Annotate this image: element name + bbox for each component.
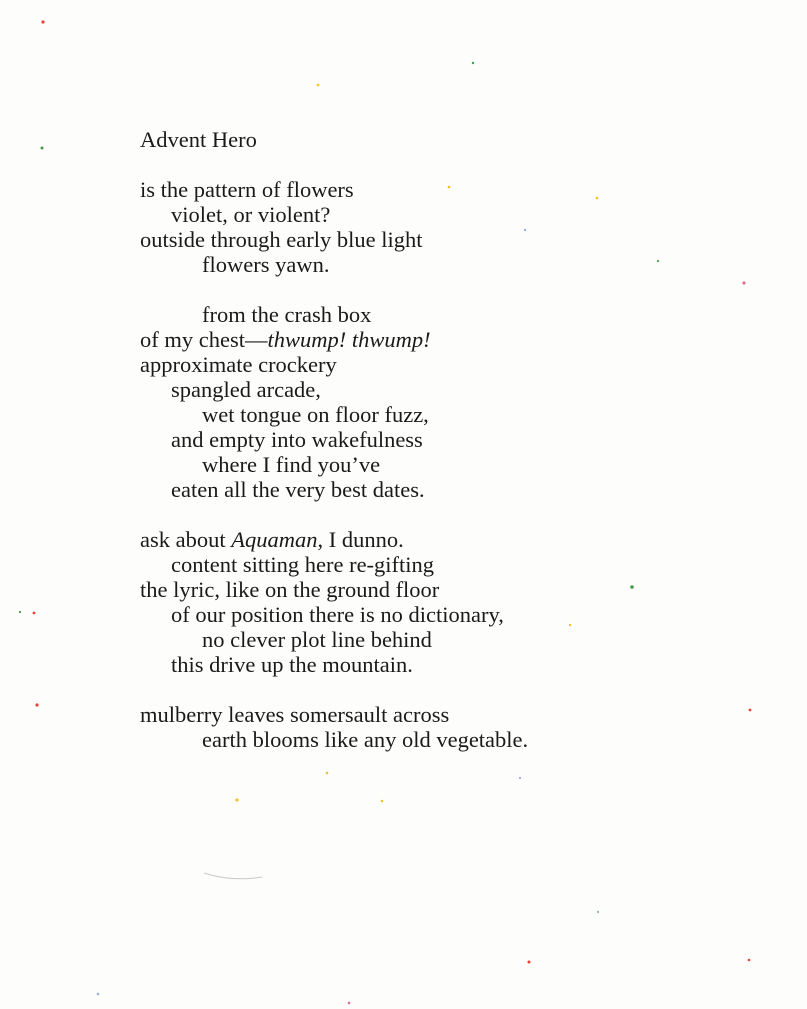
italic-text: thwump! thwump! bbox=[267, 327, 431, 352]
line-text: of my chest— bbox=[140, 327, 268, 352]
paper-fiber bbox=[204, 873, 262, 879]
paper-fleck bbox=[348, 1002, 351, 1005]
paper-fleck bbox=[472, 62, 474, 64]
line-text: ask about bbox=[140, 527, 232, 552]
poem-line bbox=[140, 527, 760, 552]
paper-fleck bbox=[35, 703, 38, 706]
poem bbox=[140, 127, 760, 777]
paper-fleck bbox=[33, 612, 36, 615]
poem-line: this drive up the mountain. bbox=[171, 652, 413, 677]
stanza-1 bbox=[140, 177, 760, 277]
paper-fleck bbox=[235, 798, 238, 801]
poem-line: spangled arcade, bbox=[171, 377, 321, 402]
poem-line: no clever plot line behind bbox=[202, 627, 432, 652]
paper-fleck bbox=[41, 20, 44, 23]
poem-line: wet tongue on floor fuzz, bbox=[202, 402, 429, 427]
poem-line: outside through early blue light bbox=[140, 227, 423, 252]
poem-line: content sitting here re-gifting bbox=[171, 552, 435, 577]
poem-line: violet, or violent? bbox=[171, 202, 331, 227]
poem-line: and empty into wakefulness bbox=[171, 427, 423, 452]
poem-title: Advent Hero bbox=[140, 127, 257, 152]
poem-line: earth blooms like any old vegetable. bbox=[202, 727, 529, 752]
poem-line: where I find you’ve bbox=[202, 452, 381, 477]
poem-line bbox=[140, 327, 760, 352]
italic-text: Aquaman bbox=[231, 527, 318, 552]
poem-line: of our position there is no dictionary, bbox=[171, 602, 504, 627]
poem-line: mulberry leaves somersault across bbox=[140, 702, 450, 727]
line-text: , I dunno. bbox=[317, 527, 404, 552]
paper-fleck bbox=[41, 147, 44, 150]
poem-line: the lyric, like on the ground floor bbox=[140, 577, 440, 602]
poem-line: from the crash box bbox=[202, 302, 372, 327]
paper-fleck bbox=[317, 84, 320, 87]
stanza-2 bbox=[140, 302, 760, 502]
paper-fleck bbox=[528, 961, 531, 964]
poem-line: approximate crockery bbox=[140, 352, 337, 377]
stanza-4 bbox=[140, 702, 760, 752]
poem-line: eaten all the very best dates. bbox=[171, 477, 425, 502]
paper-fleck bbox=[97, 993, 100, 996]
paper-fleck bbox=[597, 911, 599, 913]
paper-fleck bbox=[381, 800, 384, 803]
poem-line: is the pattern of flowers bbox=[140, 177, 354, 202]
paper-fleck bbox=[748, 959, 751, 962]
paper-fleck bbox=[19, 611, 21, 613]
paper-fleck bbox=[519, 777, 521, 779]
stanza-3 bbox=[140, 527, 760, 677]
poem-line: flowers yawn. bbox=[202, 252, 330, 277]
